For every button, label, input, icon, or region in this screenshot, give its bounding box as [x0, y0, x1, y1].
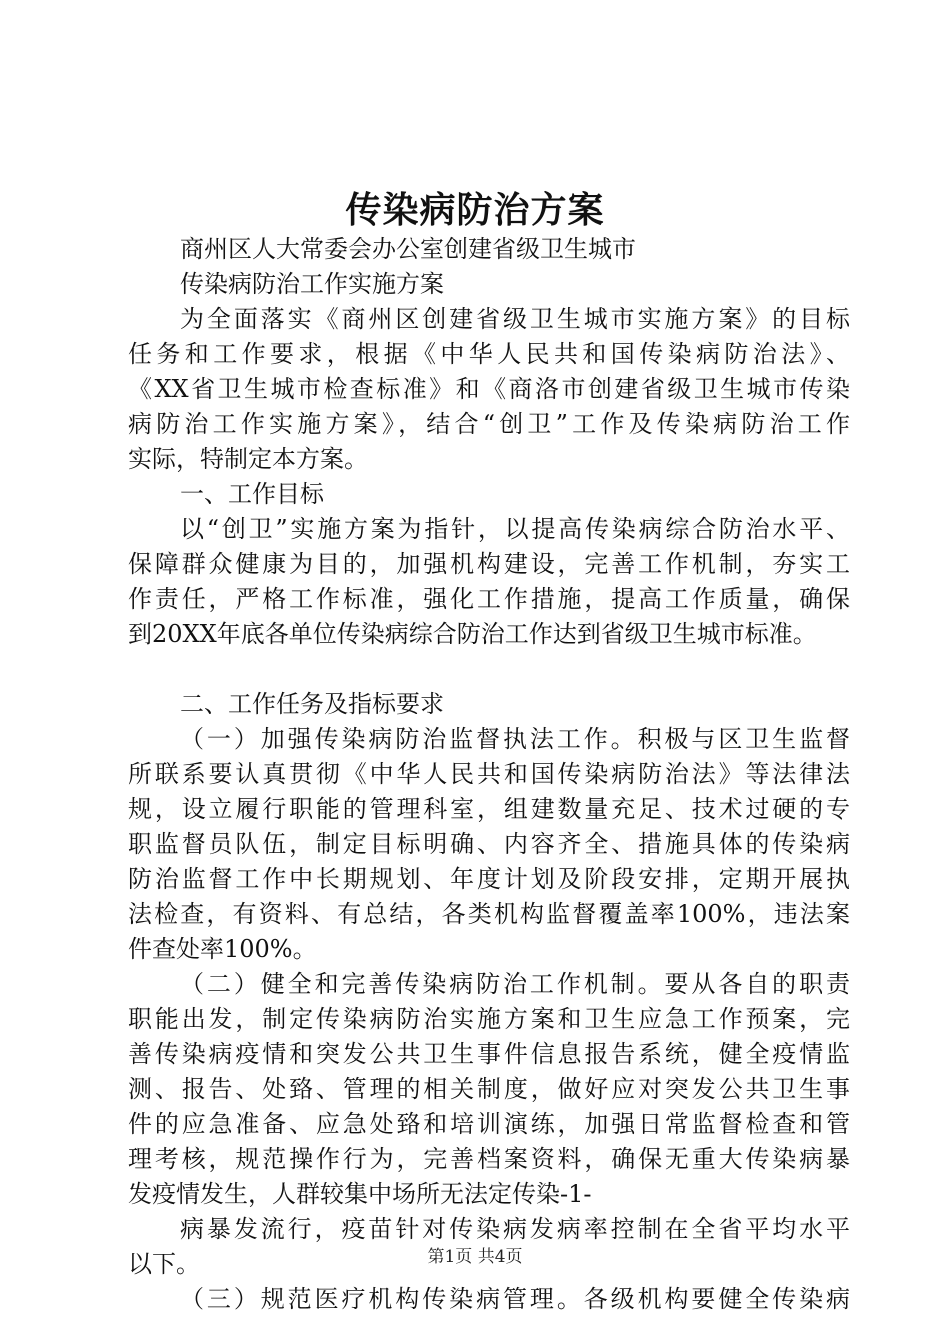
text-line: 件的应急准备、应急处臵和培训演练，加强日常监督检查和管 [128, 1110, 850, 1138]
text-line: 善传染病疫情和突发公共卫生事件信息报告系统，健全疫情监 [128, 1040, 850, 1068]
text-line: 规，设立履行职能的管理科室，组建数量充足、技术过硬的专 [128, 795, 850, 823]
text-line: 理考核，规范操作行为，完善档案资料，确保无重大传染病暴 [128, 1145, 850, 1173]
page-footer: 第1页 共4页 [427, 1247, 523, 1267]
text-line: 到20XX年底各单位传染病综合防治工作达到省级卫生城市标准。 [128, 620, 817, 648]
text-line: （三）规范医疗机构传染病管理。各级机构要健全传染病 [180, 1285, 850, 1313]
blank-line [128, 652, 850, 687]
text-line: （二）健全和完善传染病防治工作机制。要从各自的职责 [180, 970, 850, 998]
text-line: 商州区人大常委会办公室创建省级卫生城市 [180, 235, 636, 263]
text-line: 一、工作目标 [180, 480, 324, 508]
text-line: 任务和工作要求，根据《中华人民共和国传染病防治法》、 [128, 340, 850, 368]
text-line: 职监督员队伍，制定目标明确、内容齐全、措施具体的传染病 [128, 830, 850, 858]
text-line: 传染病防治工作实施方案 [180, 270, 444, 298]
text-line: 法检查，有资料、有总结，各类机构监督覆盖率100%，违法案 [128, 900, 850, 928]
text-line: 防治监督工作中长期规划、年度计划及阶段安排，定期开展执 [128, 865, 850, 893]
text-line: 所联系要认真贯彻《中华人民共和国传染病防治法》等法律法 [128, 760, 850, 788]
text-line: 为全面落实《商州区创建省级卫生城市实施方案》的目标 [180, 305, 850, 333]
text-line: 以下。 [128, 1250, 200, 1278]
text-line: 实际，特制定本方案。 [128, 445, 368, 473]
document-body [128, 232, 850, 1317]
text-line: 职能出发，制定传染病防治实施方案和卫生应急工作预案，完 [128, 1005, 850, 1033]
text-line: 病防治工作实施方案》，结合“创卫”工作及传染病防治工作 [128, 410, 850, 438]
text-line: 病暴发流行，疫苗针对传染病发病率控制在全省平均水平 [180, 1215, 850, 1243]
text-line: 作责任，严格工作标准，强化工作措施，提高工作质量，确保 [128, 585, 850, 613]
text-line: 保障群众健康为目的，加强机构建设，完善工作机制，夯实工 [128, 550, 850, 578]
text-line: 发疫情发生，人群较集中场所无法定传染-1- [128, 1180, 592, 1208]
text-line: 二、工作任务及指标要求 [180, 690, 444, 718]
text-line: （一）加强传染病防治监督执法工作。积极与区卫生监督 [180, 725, 850, 753]
document-title: 传染病防治方案 [345, 189, 605, 231]
text-line: 《XX省卫生城市检查标准》和《商洛市创建省级卫生城市传染 [128, 375, 850, 403]
text-line: 以“创卫”实施方案为指针，以提高传染病综合防治水平、 [180, 515, 850, 543]
text-line: 测、报告、处臵、管理的相关制度，做好应对突发公共卫生事 [128, 1075, 850, 1103]
text-line: 件查处率100%。 [128, 935, 317, 963]
